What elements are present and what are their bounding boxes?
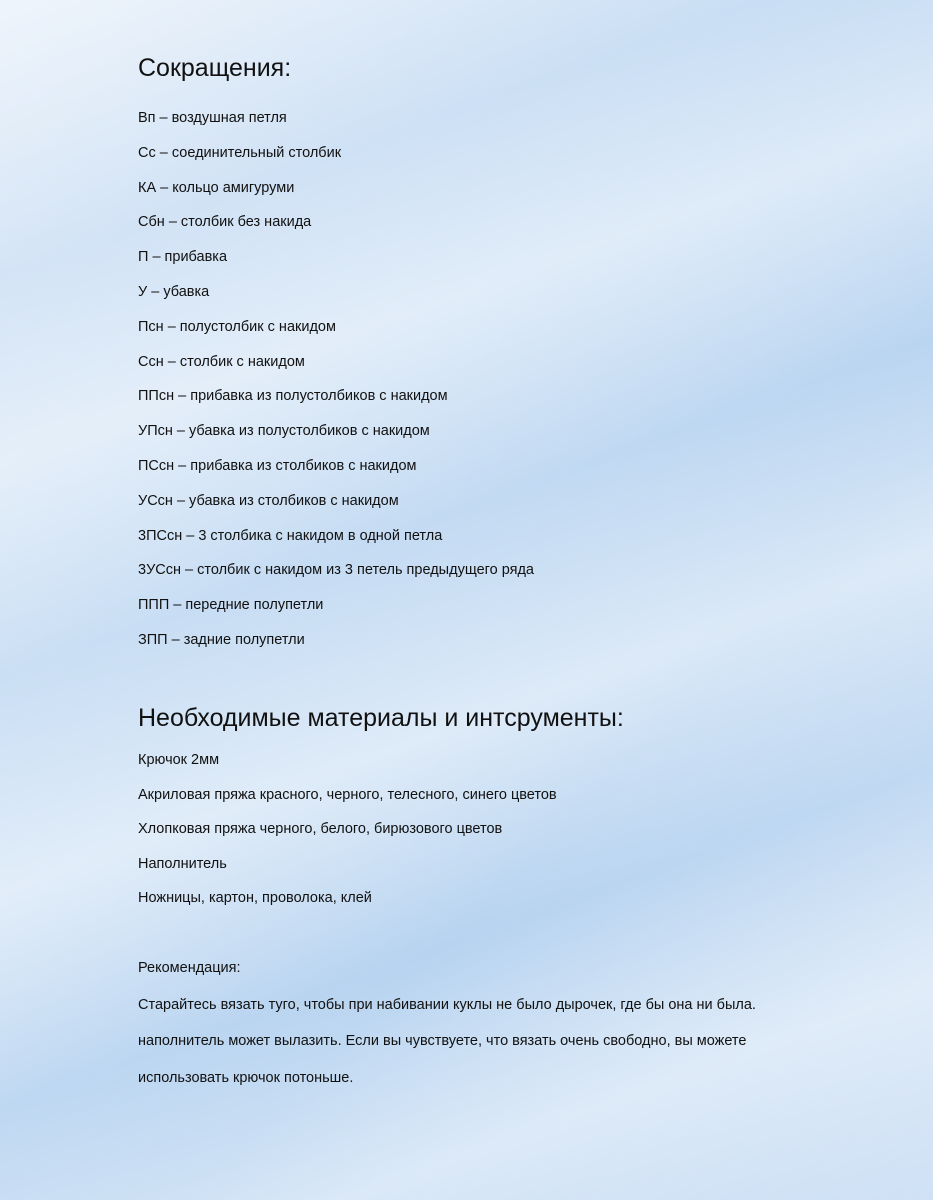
abbreviations-list xyxy=(138,103,534,660)
recommendation-line: использовать крючок потоньше. xyxy=(138,1069,354,1086)
list-item: ППсн – прибавка из полустолбиков с накидом xyxy=(138,388,448,405)
list-item: Псн – полустолбик с накидом xyxy=(138,318,336,335)
recommendation-line: наполнитель может вылазить. Если вы чувствуете, что вязать очень свободно, вы можете xyxy=(138,1033,747,1049)
list-item: У – убавка xyxy=(138,283,210,300)
list-item: Крючок 2мм xyxy=(138,752,220,768)
list-item: УПсн – убавка из полустолбиков с накидом xyxy=(138,423,430,440)
materials-heading: Необходимые материалы и интсрументы: xyxy=(138,704,624,732)
list-item: Наполнитель xyxy=(138,855,227,872)
list-item: 3УСсн – столбик с накидом из 3 петель предыдущего ряда xyxy=(138,562,534,579)
list-item: П – прибавка xyxy=(138,249,228,266)
recommendation-line: Старайтесь вязать туго, чтобы при набивании куклы не было дырочек, где бы она ни была. xyxy=(138,996,756,1013)
materials-list xyxy=(138,745,557,918)
list-item: Хлопковая пряжа черного, белого, бирюзового цветов xyxy=(138,821,503,837)
list-item: ППП – передние полупетли xyxy=(138,597,324,614)
recommendation-section xyxy=(138,950,858,1096)
abbreviations-heading: Сокращения: xyxy=(138,54,292,82)
list-item: УСсн – убавка из столбиков с накидом xyxy=(138,492,399,509)
list-item: ЗПП – задние полупетли xyxy=(138,631,305,648)
list-item: Сбн – столбик без накида xyxy=(138,214,312,231)
list-item: Акриловая пряжа красного, черного, телесного, синего цветов xyxy=(138,786,557,803)
list-item: Ножницы, картон, проволока, клей xyxy=(138,890,372,906)
list-item: 3ПСсн – 3 столбика с накидом в одной петла xyxy=(138,527,443,544)
list-item: КА – кольцо амигуруми xyxy=(138,179,295,196)
list-item: ПСсн – прибавка из столбиков с накидом xyxy=(138,457,417,474)
list-item: Вп – воздушная петля xyxy=(138,110,287,126)
recommendation-heading: Рекомендация: xyxy=(138,960,241,976)
list-item: Сс – соединительный столбик xyxy=(138,144,342,161)
list-item: Ссн – столбик с накидом xyxy=(138,353,305,370)
